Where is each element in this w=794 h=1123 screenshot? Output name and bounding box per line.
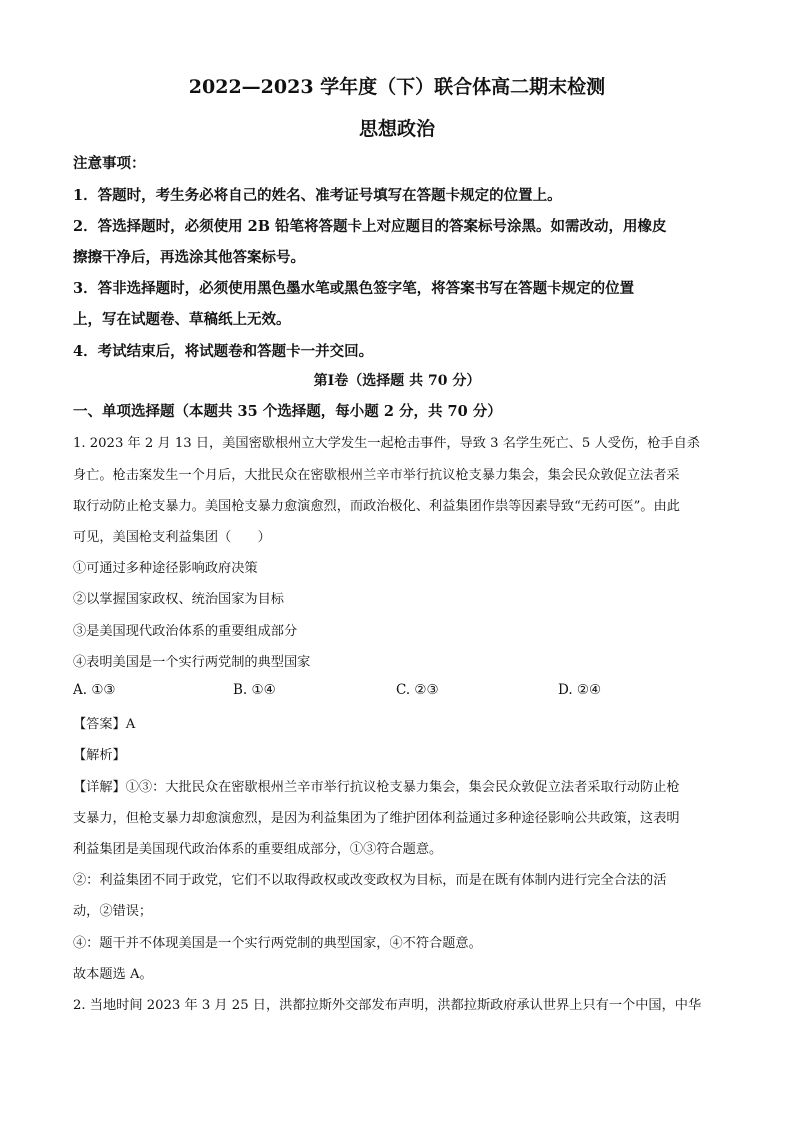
note-item-3-line-1: 3．答非选择题时，必须使用黑色墨水笔或黑色签字笔，将答案书写在答题卡规定的位置 — [73, 280, 635, 297]
q1-option-c: C. ②③ — [396, 682, 439, 698]
note-item-2-line-2: 擦擦干净后，再选涂其他答案标号。 — [73, 249, 305, 266]
note-item-2-line-1: 2．答选择题时，必须使用 2B 铅笔将答题卡上对应题目的答案标号涂黑。如需改动，用橡皮 — [73, 218, 667, 235]
q1-detail-line-1: 【详解】①③：大批民众在密歇根州兰辛市举行抗议枪支暴力集会，集会民众敦促立法者采取行动防止枪 — [73, 780, 680, 795]
q1-analysis-label: 【解析】 — [73, 748, 126, 763]
q1-answer: 【答案】A — [73, 717, 136, 732]
q1-statement-1: ①可通过多种途径影响政府决策 — [73, 561, 258, 576]
q1-conclusion: 故本题选 A。 — [73, 967, 153, 982]
q1-detail-line-2: 支暴力，但枪支暴力却愈演愈烈，是因为利益集团为了维护团体利益通过多种途径影响公共政策，这表明 — [73, 811, 680, 826]
q1-stem-line-3: 取行动防止枪支暴力。美国枪支暴力愈演愈烈，而政治极化、利益集团作祟等因素导致“无药可医”。由此 — [73, 499, 680, 514]
q1-option-a: A. ①③ — [73, 682, 116, 698]
exam-subject: 思想政治 — [358, 118, 435, 140]
q1-option-d: D. ②④ — [558, 682, 602, 698]
section-heading: 一、单项选择题（本题共 35 个选择题，每小题 2 分，共 70 分） — [73, 403, 502, 420]
note-item-1: 1．答题时，考生务必将自己的姓名、准考证号填写在答题卡规定的位置上。 — [73, 187, 562, 204]
q1-detail-line-4: ②：利益集团不同于政党，它们不以取得政权或改变政权为目标，而是在既有体制内进行完全合法的活 — [73, 873, 667, 888]
q1-detail-line-3: 利益集团是美国现代政治体系的重要组成部分，①③符合题意。 — [73, 842, 443, 857]
note-item-4: 4．考试结束后，将试题卷和答题卡一并交回。 — [73, 343, 374, 360]
q1-statement-3: ③是美国现代政治体系的重要组成部分 — [73, 624, 298, 639]
q1-stem-line-1: 1. 2023 年 2 月 13 日，美国密歇根州立大学发生一起枪击事件，导致 3 名学生死亡、5 人受伤，枪手自杀 — [73, 436, 700, 451]
q1-stem-line-4: 可见，美国枪支利益集团（ ） — [73, 530, 271, 545]
notes-heading: 注意事项： — [73, 155, 146, 172]
q1-statement-2: ②以掌握国家政权、统治国家为目标 — [73, 592, 284, 607]
q1-detail-line-6: ④：题干并不体现美国是一个实行两党制的典型国家，④不符合题意。 — [73, 936, 482, 951]
part-title: 第Ⅰ卷（选择题 共 70 分） — [313, 373, 481, 389]
q1-stem-line-2: 身亡。枪击案发生一个月后，大批民众在密歇根州兰辛市举行抗议枪支暴力集会，集会民众敦促立法者采 — [73, 468, 680, 483]
note-item-3-line-2: 上，写在试题卷、草稿纸上无效。 — [73, 311, 291, 328]
q2-stem-line-1: 2. 当地时间 2023 年 3 月 25 日，洪都拉斯外交部发布声明，洪都拉斯政府承认世界上只有一个中国，中华 — [73, 998, 702, 1013]
q1-statement-4: ④表明美国是一个实行两党制的典型国家 — [73, 655, 311, 670]
exam-title: 2022—2023 学年度（下）联合体高二期末检测 — [188, 76, 606, 98]
q1-option-b: B. ①④ — [233, 682, 276, 698]
q1-detail-line-5: 动，②错误； — [73, 904, 153, 919]
